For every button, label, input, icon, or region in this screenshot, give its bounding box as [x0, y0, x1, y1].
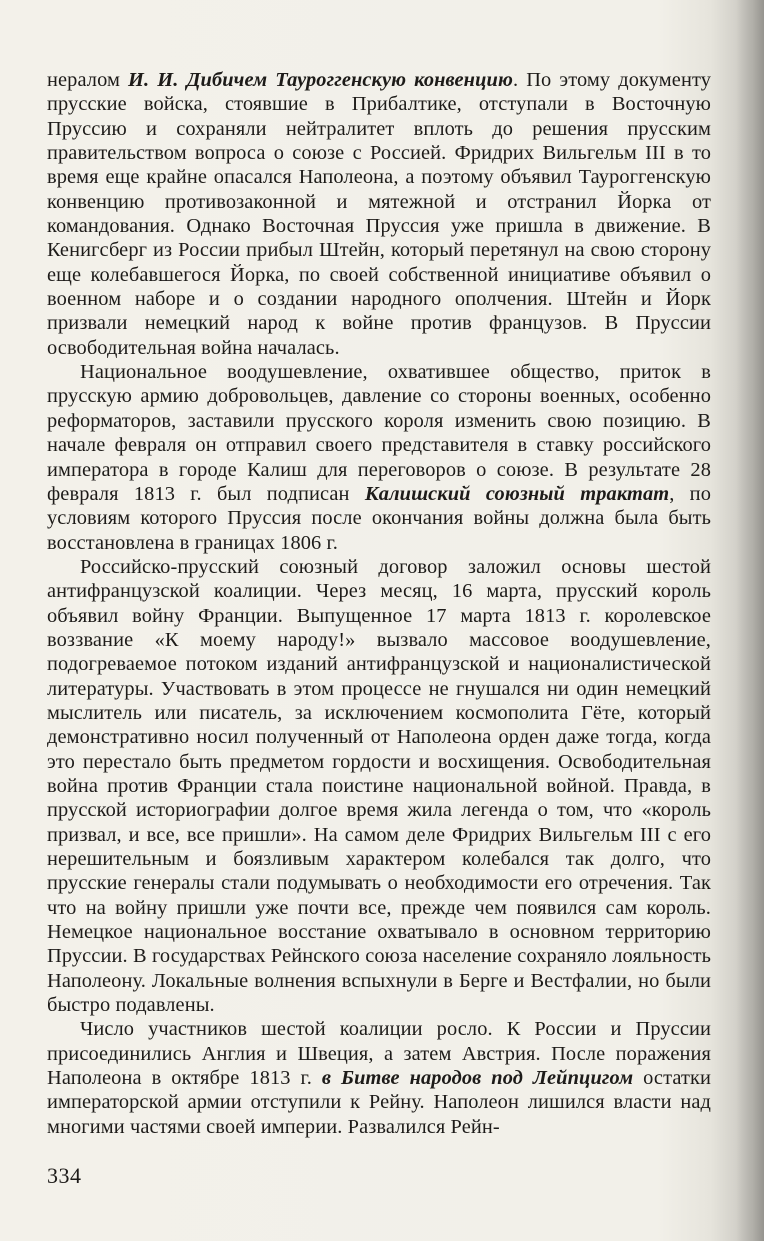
body-text [47, 68, 711, 1139]
paragraph-3 [47, 555, 711, 1018]
text-run: Российско-прусский союзный договор заложил основы шестой антифранцузской коалиции. Через месяц, 16 марта, прусский король объявил войну Франции. Выпущенное 17 марта 1813 г. королевское воззвание «К моему народу!» вызвало массовое воодушевление, подогреваемое потоком изданий антифранцузской и националистической литературы. Участвовать в этом процессе не гнушался ни один немецкий мыслитель или писатель, за исключением космополита Гёте, который демонстративно носил полученный от Наполеона орден даже тогда, когда это перестало быть предметом гордости и восхищения. Освободительная война против Франции стала поистине национальной войной. Правда, в прусской историографии долгое время жила легенда о том, что «король призвал, и все, все пришли». На самом деле Фридрих Вильгельм III с его нерешительным и боязливым характером колебался так долго, что прусские генералы стали подумывать о необходимости его отречения. Так что на войну пришли уже почти все, прежде чем появился сам король. Немецкое национальное восстание охватывало в основном территорию Пруссии. В государствах Рейнского союза население сохраняло лояльность Наполеону. Локальные волнения вспыхнули в Берге и Вестфалии, но были быстро подавлены. [47, 555, 711, 1017]
text-run: нералом [47, 69, 129, 91]
emphasis-run: Калишский союзный трактат [364, 482, 670, 505]
page-number: 334 [47, 1163, 82, 1188]
text-run: Число участников шестой коалиции росло. К России и Пруссии присоединились Англия и Швеция, а затем Австрия. После поражения Наполеона в октябре 1813 г. [47, 1018, 711, 1090]
book-spine-shadow [736, 0, 764, 1241]
text-run: , по условиям которого Пруссия после окончания войны должна была быть восстановлена в границах 1806 г. [47, 482, 711, 554]
paragraph-1 [47, 68, 711, 360]
text-run: . По этому документу прусские войска, стоявшие в Прибалтике, отступали в Восточную Пруссию и сохраняли нейтралитет вплоть до решения прусским правительством вопроса о союзе с Россией. Фридрих Вильгельм III в то время еще крайне опасался Наполеона, а поэтому объявил Тауроггенскую конвенцию противозаконной и мятежной и отстранил Йорка от командования. Однако Восточная Пруссия уже пришла в движение. В Кенигсберг из России прибыл Штейн, который перетянул на свою сторону еще колебавшегося Йорка, по своей собственной инициативе объявил о военном наборе и о создании народного ополчения. Штейн и Йорк призвали немецкий народ к войне против французов. В Пруссии освободительная война началась. [47, 69, 711, 359]
paragraph-4 [47, 1017, 711, 1139]
paragraph-2 [47, 360, 711, 555]
emphasis-run: в Битве народов под Лейпцигом [321, 1067, 634, 1090]
emphasis-run: И. И. Дибичем Тауроггенскую конвенцию [128, 69, 513, 91]
text-run: Национальное воодушевление, охватившее общество, приток в прусскую армию добровольцев, давление со стороны военных, особенно реформаторов, заставили прусского короля изменить свою позицию. В начале февраля он отправил своего представителя в ставку российского императора в городе Калиш для переговоров о союзе. В результате 28 февраля 1813 г. был подписан [47, 361, 711, 505]
text-run: остатки императорской армии отступили к Рейну. Наполеон лишился власти над многими частями своей империи. Развалился Рейн- [47, 1067, 711, 1138]
